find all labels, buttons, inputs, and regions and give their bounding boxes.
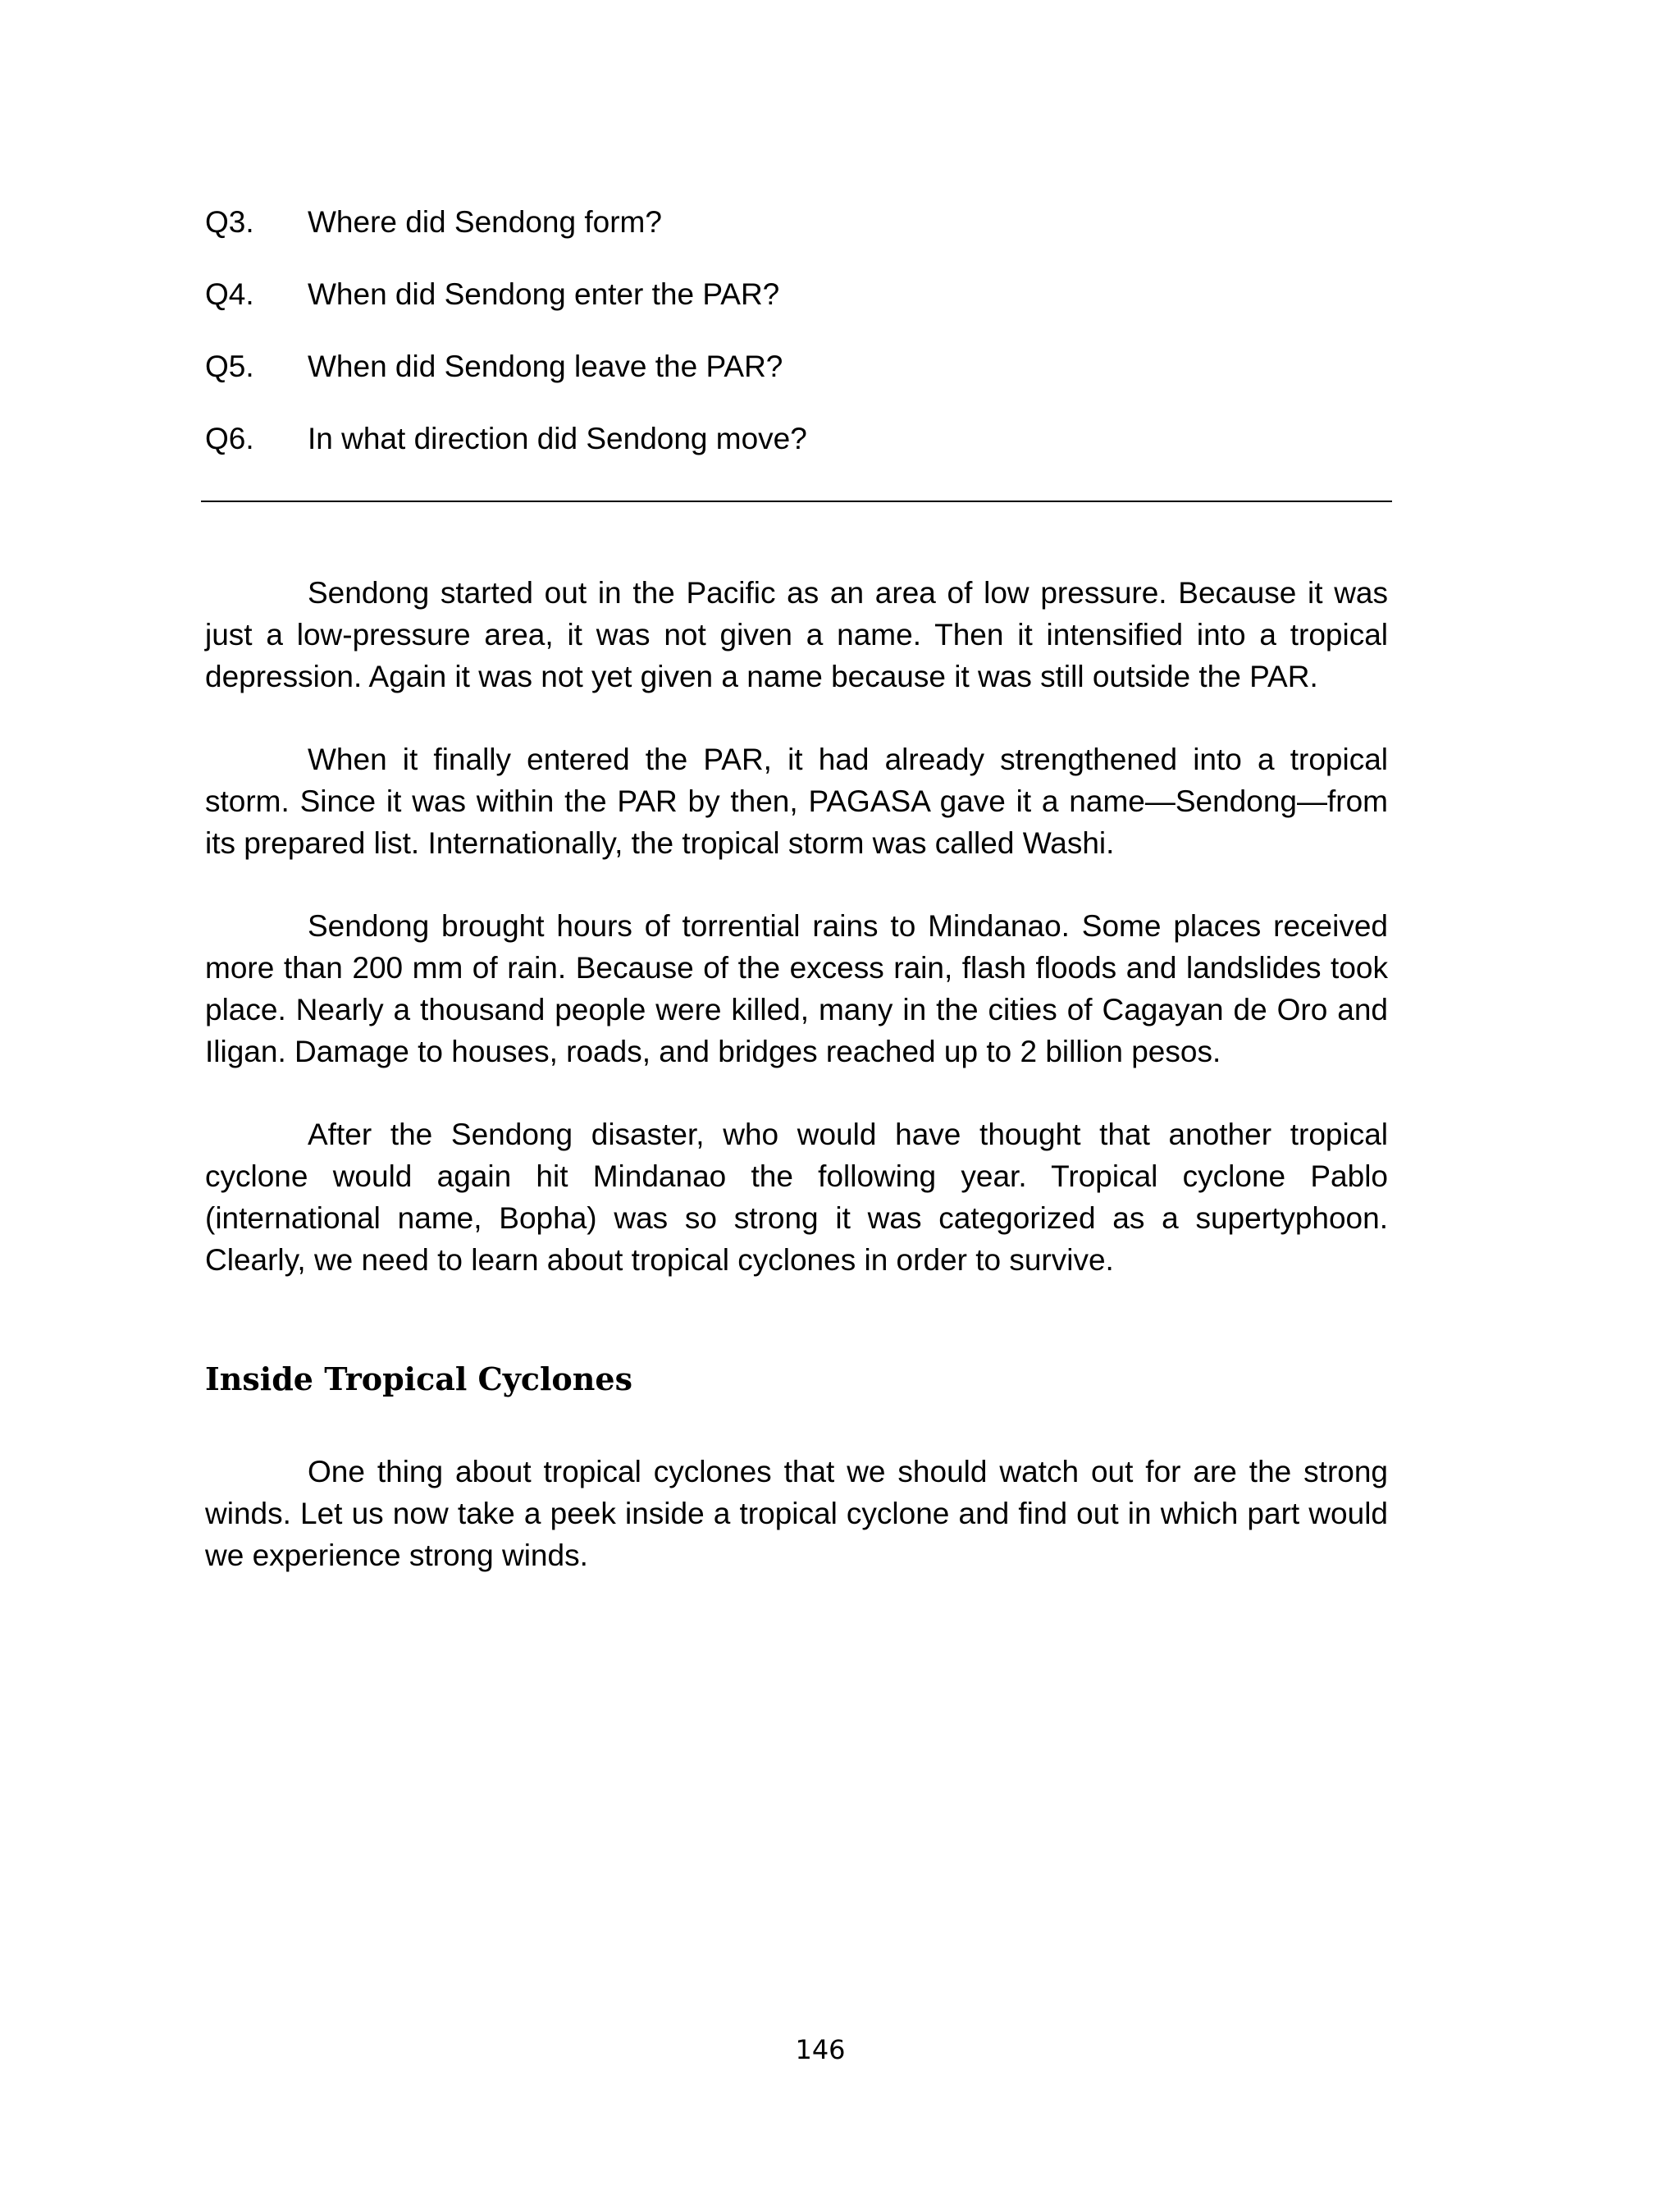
question-text: When did Sendong leave the PAR? [308, 350, 783, 383]
paragraph: One thing about tropical cyclones that we should watch out for are the strong winds. Let us now take a peek inside a tropical cyclone and find out in which part would we experience strong winds. [205, 1455, 1388, 1572]
horizontal-divider [201, 501, 1392, 502]
question-item [205, 346, 1395, 418]
question-number: Q4. [205, 277, 254, 311]
question-text: Where did Sendong form? [308, 205, 662, 239]
question-item [205, 418, 1395, 491]
paragraph: After the Sendong disaster, who would have thought that another tropical cyclone would again hit Mindanao the following year. Tropical cyclone Pablo (international name, Bopha) was so strong it was categorized as a supertyphoon. Clearly, we need to learn about tropical cyclones in order to survive. [205, 1118, 1388, 1277]
question-number: Q3. [205, 205, 254, 239]
question-number: Q5. [205, 350, 254, 383]
question-text: In what direction did Sendong move? [308, 422, 807, 455]
paragraph: Sendong started out in the Pacific as an area of low pressure. Because it was just a low-pressure area, it was not given a name. Then it intensified into a tropical depression. Again it was not yet given a name because it was still outside the PAR. [205, 576, 1388, 693]
page-number: 146 [795, 2034, 846, 2065]
question-item [205, 274, 1395, 346]
paragraph: Sendong brought hours of torrential rains to Mindanao. Some places received more than 200 mm of rain. Because of the excess rain, flash floods and landslides took place. Nearly a thousand people were killed, many in the cities of Cagayan de Oro and Iligan. Damage to houses, roads, and bridges reached up to 2 billion pesos. [205, 909, 1388, 1068]
question-text: When did Sendong enter the PAR? [308, 277, 780, 311]
section-body [205, 1451, 1388, 1617]
question-list [205, 202, 1395, 491]
paragraph: When it finally entered the PAR, it had already strengthened into a tropical storm. Since it was within the PAR by then, PAGASA gave it a name—Sendong—from its prepared list. Internationally, the tropical storm was called Washi. [205, 743, 1388, 860]
body-text [205, 572, 1388, 1322]
question-number: Q6. [205, 422, 254, 455]
question-item [205, 202, 1395, 274]
section-heading: Inside Tropical Cyclones [205, 1360, 632, 1397]
